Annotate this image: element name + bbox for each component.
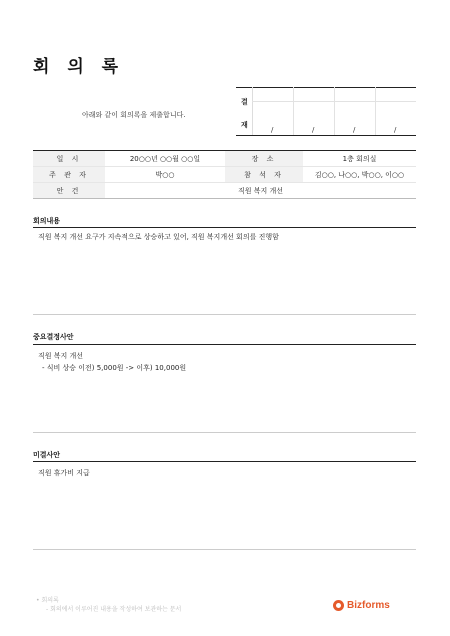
pending-section-box bbox=[33, 461, 416, 550]
approval-label-2: 재 bbox=[241, 121, 248, 129]
pending-section-title: 미결사안 bbox=[33, 451, 61, 459]
document-title: 회 의 록 bbox=[33, 57, 125, 77]
approval-label-1: 결 bbox=[241, 98, 248, 106]
approval-slash-1: / bbox=[271, 126, 274, 134]
place-label: 장 소 bbox=[225, 151, 303, 167]
approval-box bbox=[236, 87, 416, 137]
agenda-label: 안 건 bbox=[33, 183, 105, 199]
footer-description: - 회의에서 이루어진 내용을 작성하여 보관하는 문서 bbox=[46, 606, 182, 613]
approval-slash-3: / bbox=[353, 126, 356, 134]
content-text: 직원 복지 개선 요구가 지속적으로 상승하고 있어, 직원 복지개선 회의를 진행함 bbox=[38, 233, 279, 241]
intro-text: 아래와 같이 회의록을 제출합니다. bbox=[82, 111, 186, 119]
agenda-value: 직원 복지 개선 bbox=[105, 183, 416, 199]
bizforms-logo bbox=[333, 600, 390, 611]
host-value: 박○○ bbox=[105, 167, 225, 183]
footer-bullet: • 회의록 bbox=[36, 597, 59, 604]
content-section-box bbox=[33, 227, 416, 315]
host-label: 주 관 자 bbox=[33, 167, 105, 183]
decision-line-2: - 식비 상승 이전) 5,000원 -> 이후) 10,000원 bbox=[42, 364, 187, 372]
content-section-title: 회의내용 bbox=[33, 217, 61, 225]
meeting-info-table bbox=[33, 150, 416, 199]
decision-section-box bbox=[33, 344, 416, 433]
info-row-agenda bbox=[33, 183, 416, 199]
place-value: 1층 회의실 bbox=[303, 151, 416, 167]
date-label: 일 시 bbox=[33, 151, 105, 167]
attendees-label: 참 석 자 bbox=[225, 167, 303, 183]
bizforms-logo-text: Bizforms bbox=[347, 600, 390, 611]
bizforms-logo-icon bbox=[333, 600, 344, 611]
approval-slash-4: / bbox=[394, 126, 397, 134]
pending-text: 직원 휴가비 지급 bbox=[38, 469, 90, 477]
info-row-host bbox=[33, 167, 416, 183]
attendees-value: 김○○, 나○○, 박○○, 이○○ bbox=[303, 167, 416, 183]
date-value: 20○○년 ○○월 ○○일 bbox=[105, 151, 225, 167]
decision-section-title: 중요결정사안 bbox=[33, 333, 74, 341]
approval-slash-2: / bbox=[312, 126, 315, 134]
info-row-date bbox=[33, 151, 416, 167]
decision-line-1: 직원 복지 개선 bbox=[38, 352, 84, 360]
